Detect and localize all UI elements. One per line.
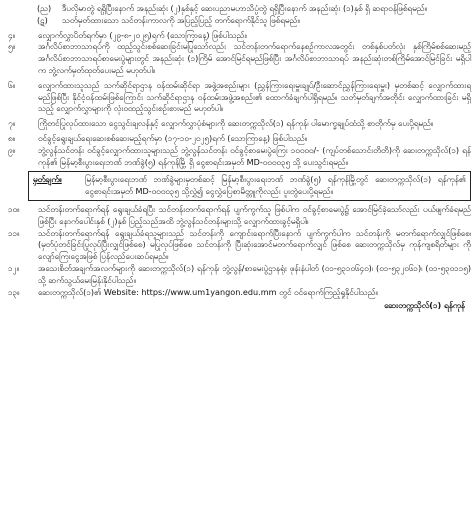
item-number: ၄။	[8, 29, 16, 40]
list-item	[4, 30, 471, 42]
item-text: အင်္ဂလိပ်စာဘာသာရပ်ကို ထည့်သွင်းစစ်ဆေးခြင်းမပြုသော်လည်း သင်တန်းတက်ရောက်နေစဉ်ကာလအတွင်း တစ်နှစ်ပတ်လုံး နှစ်ကြိမ်စစ်ဆေးမည့် အင်္ဂလိပ်စာဘာသာရပ်စာမေးပွဲများတွင် အနည်းဆုံး (၁)ကြိမ် အောင်မြင်ရမည်ဖြစ်ပြီး အင်္ဂလိပ်စာဘာသာရပ် အနည်းဆုံးတစ်ကြိမ်အောင်မြင်ခြင်း မရှိပါက ဘွဲ့လက်မှတ်ထုတ်ပေးမည် မဟုတ်ပါ။	[38, 41, 471, 75]
remark-box	[28, 171, 471, 201]
item-text: ဘွဲ့လွန်သင်တန်း ဝင်ခွင့်လျှောက်ထားသူများသည် ဘွဲ့လွန်သင်တန်း ဝင်ခွင့်စာမေးပွဲကြေး ၁၀၀၀၀/- (ကျပ်တစ်သောင်းတိတိ)ကို ဆေးတက္ကသိုလ်(၁) ရန်ကုန်၏ မြန်မာ့စီးပွားရေးဘဏ် ဘဏ်ခွဲ(၅) ရန်ကုန်မြို့ ရှိ ငွေစာရင်းအမှတ် MD-၀၀၀၀၃၅ သို့ ပေးသွင်းရမည်။	[38, 144, 471, 167]
item-number: ၁၀။	[8, 203, 20, 214]
item-number: ၈။	[8, 132, 16, 143]
item-text: လျှောက်ထားသူသည် သက်ဆိုင်ရာဌာန ဝန်ထမ်းဆိုင်ရာ အဖွဲ့အစည်းများ (ညွှန်ကြားရေးမှူးချုပ်/ဦးဆောင်ညွှန်ကြားရေးမှူး) မှတစ်ဆင့် လျှောက်ထားရမည်ဖြစ်ပြီး နိုင်ငံ့ဝန်ထမ်းဖြစ်ကြောင်း သက်ဆိုင်ရာဌာန ဝန်ထမ်းအဖွဲ့အစည်း၏ ထောက်ခံချက်ပါရှိရမည်။ သတ်မှတ်ချက်အတိုင်း လျှောက်ထားခြင်း မရှိသည့် လျှောက်လွှာများကို လုံးဝထည့်သွင်းစဉ်းစားမည် မဟုတ်ပါ။	[38, 79, 471, 114]
item-text: သင်တန်းတက်ရောက်ရန် ရွေးချယ်ခံရပြီး သင်တန်းတက်ရောက်ရန် ပျက်ကွက်သူ ဖြစ်ပါက ဝင်ခွင့်စာမေးပွဲ၌ အောင်မြင်ခဲ့သော်လည်း ပယ်ဖျက်ခံရမည်ဖြစ်ပြီး နောက်ပေါင်းနှစ် (၂)နှစ် ပြည့်သည်အထိ ဘွဲ့လွန်သင်တန်းများသို့ လျှောက်ထားခွင့်မရှိပါ။	[38, 203, 471, 226]
list-item	[4, 80, 471, 115]
list-item	[4, 204, 471, 228]
item-text: ဝင်ခွင့်ရွေးချယ်ရေးဆေးစစ်ဆေးမည့်ရက်မှာ (၁၇-၁၀-၂၀၂၅)ရက် (သောကြာနေ့) ဖြစ်ပါသည်။	[38, 132, 308, 143]
list-item	[4, 3, 471, 15]
remark-label: မှတ်ချက်။	[33, 174, 62, 185]
remark-text: မြန်မာ့စီးပွားရေးဘဏ် ဘဏ်ခွဲများမှတစ်ဆင့် မြန်မာ့စီးပွားရေးဘဏ် ဘဏ်ခွဲ(၅) ရန်ကုန်မြို့တွင် ဆေးတက္ကသိုလ်(၁) ရန်ကုန်၏ ငွေစာရင်းအမှတ် MD-၀၀၀၀၃၅ သို့လွှဲ၍ ငွေလွှဲပြေစာမိတ္တူကိုလည်း ပူးတွဲပေးပို့ရမည်။	[85, 174, 466, 197]
list-item	[4, 133, 471, 145]
list-item	[4, 263, 471, 287]
item-text: အသေးစိတ်အချက်အလက်များကို ဆေးတက္ကသိုလ်(၁) ရန်ကုန်၊ ဘွဲ့လွန်/စာမေးပွဲဌာနရုံး ဖုန်းနံပါတ် (၀၁-၅၃၁၀၆၄၀)၊ (၀၁-၅၃၂၀၆၁)၊ (၀၁-၅၃၀၁၁၅) သို့ ဆက်သွယ်မေးမြန်းနိုင်ပါသည်။	[38, 262, 471, 285]
item-text: ဒီပလိုမာတွဲ ရရှိပြီးနောက် အနည်းဆုံး (၂)နှစ်နှင့် ဆေးပညာမဟာသိပ္ပံတွဲ ရရှိပြီးနောက် အနည်းဆုံး (၁)နှစ် ရှိ ဆရာဝန်ဖြစ်ရမည်။	[62, 3, 427, 13]
item-number: ၁၂။	[8, 262, 19, 273]
item-text: ဆေးတက္ကသိုလ်(၁)၏ Website: https://www.um1yangon.edu.mm တွင် ဝင်ရောက်ကြည့်ရှုနိုင်ပါသည်။	[38, 286, 378, 297]
item-number: ၇။	[8, 118, 16, 129]
item-number: (ဋ)	[37, 14, 48, 25]
list-item	[4, 41, 471, 76]
list-item	[4, 145, 471, 169]
list-item	[4, 228, 471, 263]
item-number: ၉။	[8, 144, 16, 155]
item-text: ကြိုတင်ပြုလုပ်ထားသော ငွေသွင်းချလန်နှင့် လျှောက်လွှာပုံစံများကို ဆေးတက္ကသိုလ်(၁) ရန်ကုန်၊ ပါမောက္ခချုပ်ထံသို့ စာတိုက်မှ ပေးပို့ရမည်။	[38, 118, 434, 129]
list-item	[4, 287, 471, 299]
item-number: ၁၃။	[8, 286, 20, 297]
item-number: ၁၁။	[8, 227, 20, 238]
item-text: သင်တန်းတက်ရောက်ရန် ရွေးချယ်ခံရသူများသည် သင်တန်းကို ကျောင်းရောက်ပြီးနောက် ပျက်ကွက်ပါက သင်တန်းကို မတက်ရောက်လျှင်ဖြစ်စေ၊ (မှတ်ပုံတင်ခြင်းပြုလုပ်ပြီးလျှင်ဖြစ်စေ) မပြုလုပ်ဖြစ်စေ သင်တန်းကို ပြီးဆုံးအောင်မတက်ရောက်လျှင် ဖြစ်စေ ဆေးတက္ကသိုလ်မှ ကုန်ကျစရိတ်များ ကို လျော်ကြေးငွေအဖြစ် ပြန်လည်ပေးဆပ်ရမည်။	[38, 227, 471, 262]
item-number: ၆။	[8, 79, 16, 90]
item-number: (ည)	[37, 3, 52, 13]
item-text: လျှောက်လွှာပိတ်ရက်မှာ (၂၉-၈-၂၀၂၅)ရက် (သောကြာနေ့) ဖြစ်ပါသည်။	[38, 29, 247, 40]
signature: ဆေးတက္ကသိုလ်(၁) ရန်ကုန်	[384, 300, 465, 311]
item-number: ၅။	[8, 41, 16, 52]
list-item	[4, 15, 471, 27]
list-item	[4, 118, 471, 130]
item-text: သတ်မှတ်ထားသော သင်တန်းကာလကို အပြည့်ပြည့် တက်ရောက်နိုင်သူ ဖြစ်ရမည်။	[62, 14, 300, 25]
